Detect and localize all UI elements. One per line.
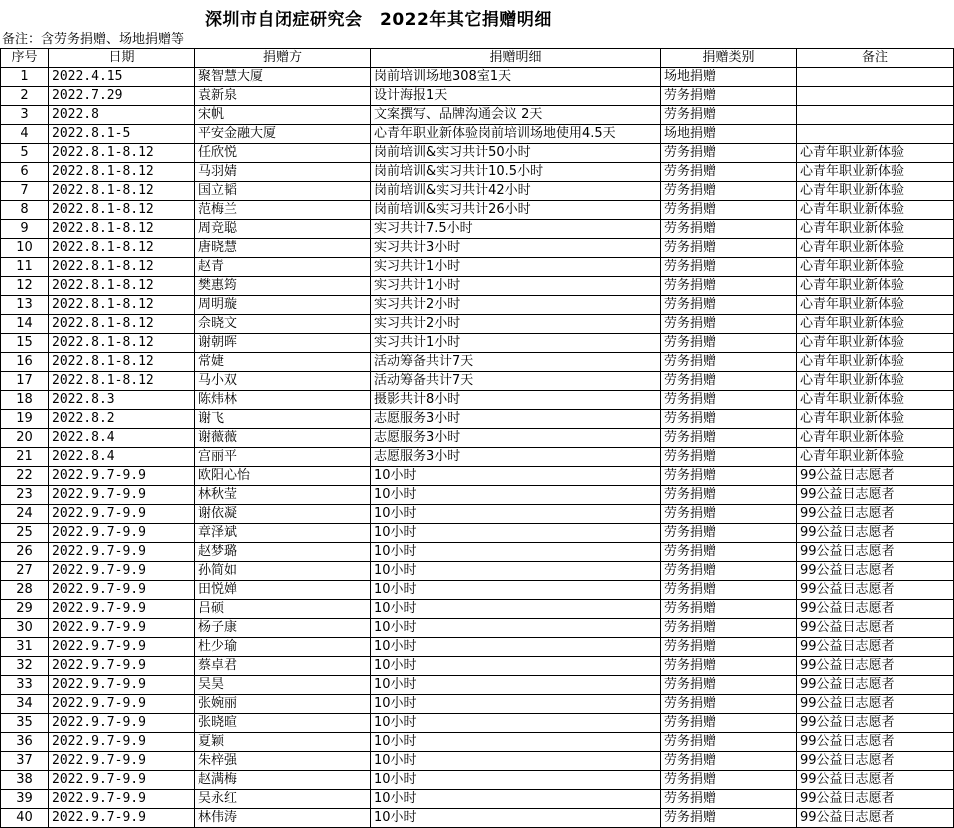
table-row [1, 429, 954, 448]
cell-category[interactable]: 劳务捐赠 [661, 600, 797, 619]
table-row [1, 619, 954, 638]
cell-donor[interactable]: 章泽斌 [195, 524, 371, 543]
cell-category[interactable]: 劳务捐赠 [661, 144, 797, 163]
cell-detail[interactable]: 活动筹备共计7天 [371, 353, 661, 372]
cell-detail[interactable]: 志愿服务3小时 [371, 448, 661, 467]
cell-remark[interactable]: 99公益日志愿者 [797, 657, 954, 676]
header-cell-remark[interactable]: 备注 [797, 49, 954, 68]
cell-remark[interactable] [797, 125, 954, 144]
table-row [1, 448, 954, 467]
cell-remark[interactable]: 99公益日志愿者 [797, 733, 954, 752]
cell-date[interactable]: 2022.9.7-9.9 [49, 714, 195, 733]
cell-category[interactable]: 劳务捐赠 [661, 505, 797, 524]
cell-category[interactable]: 劳务捐赠 [661, 543, 797, 562]
cell-no[interactable]: 5 [1, 144, 49, 163]
cell-donor[interactable]: 周明璇 [195, 296, 371, 315]
table-row [1, 600, 954, 619]
cell-remark[interactable]: 心青年职业新体验 [797, 448, 954, 467]
cell-no[interactable]: 16 [1, 353, 49, 372]
cell-category[interactable]: 劳务捐赠 [661, 733, 797, 752]
cell-detail[interactable]: 10小时 [371, 543, 661, 562]
table-row [1, 125, 954, 144]
cell-detail[interactable]: 10小时 [371, 524, 661, 543]
cell-donor[interactable]: 国立韬 [195, 182, 371, 201]
cell-no[interactable]: 37 [1, 752, 49, 771]
cell-no[interactable]: 21 [1, 448, 49, 467]
cell-no[interactable]: 34 [1, 695, 49, 714]
cell-donor[interactable]: 欧阳心怡 [195, 467, 371, 486]
cell-detail[interactable]: 文案撰写、品牌沟通会议 2天 [371, 106, 661, 125]
cell-no[interactable]: 2 [1, 87, 49, 106]
cell-donor[interactable]: 唐晓慧 [195, 239, 371, 258]
cell-donor[interactable]: 林秋莹 [195, 486, 371, 505]
cell-remark[interactable]: 心青年职业新体验 [797, 239, 954, 258]
cell-remark[interactable]: 99公益日志愿者 [797, 638, 954, 657]
cell-donor[interactable]: 吴永红 [195, 790, 371, 809]
cell-date[interactable]: 2022.8.1-8.12 [49, 258, 195, 277]
cell-no[interactable]: 25 [1, 524, 49, 543]
cell-date[interactable]: 2022.8.1-8.12 [49, 353, 195, 372]
cell-remark[interactable]: 心青年职业新体验 [797, 391, 954, 410]
cell-category[interactable]: 劳务捐赠 [661, 410, 797, 429]
cell-category[interactable]: 劳务捐赠 [661, 220, 797, 239]
cell-date[interactable]: 2022.8.1-8.12 [49, 201, 195, 220]
cell-no[interactable]: 19 [1, 410, 49, 429]
cell-donor[interactable]: 袁新泉 [195, 87, 371, 106]
cell-detail[interactable]: 实习共计2小时 [371, 315, 661, 334]
cell-remark[interactable]: 99公益日志愿者 [797, 524, 954, 543]
cell-donor[interactable]: 蔡卓君 [195, 657, 371, 676]
cell-detail[interactable]: 岗前培训&实习共计42小时 [371, 182, 661, 201]
cell-no[interactable]: 22 [1, 467, 49, 486]
cell-date[interactable]: 2022.9.7-9.9 [49, 657, 195, 676]
cell-donor[interactable]: 赵梦璐 [195, 543, 371, 562]
cell-detail[interactable]: 10小时 [371, 676, 661, 695]
header-cell-no[interactable]: 序号 [1, 49, 49, 68]
cell-category[interactable]: 劳务捐赠 [661, 391, 797, 410]
cell-date[interactable]: 2022.9.7-9.9 [49, 600, 195, 619]
cell-category[interactable]: 劳务捐赠 [661, 562, 797, 581]
cell-date[interactable]: 2022.9.7-9.9 [49, 809, 195, 828]
cell-remark[interactable] [797, 87, 954, 106]
cell-category[interactable]: 劳务捐赠 [661, 790, 797, 809]
cell-category[interactable]: 场地捐赠 [661, 68, 797, 87]
cell-category[interactable]: 劳务捐赠 [661, 619, 797, 638]
cell-date[interactable]: 2022.9.7-9.9 [49, 790, 195, 809]
cell-donor[interactable]: 张晓暄 [195, 714, 371, 733]
cell-donor[interactable]: 田悦婵 [195, 581, 371, 600]
title-row [0, 0, 954, 31]
sheet-title: 深圳市自闭症研究会 2022年其它捐赠明细 [205, 10, 552, 30]
cell-category[interactable]: 劳务捐赠 [661, 657, 797, 676]
cell-detail[interactable]: 实习共计1小时 [371, 277, 661, 296]
cell-remark[interactable]: 心青年职业新体验 [797, 258, 954, 277]
cell-no[interactable]: 14 [1, 315, 49, 334]
cell-date[interactable]: 2022.8.1-5 [49, 125, 195, 144]
cell-remark[interactable]: 99公益日志愿者 [797, 752, 954, 771]
cell-donor[interactable]: 宋帆 [195, 106, 371, 125]
table-row [1, 733, 954, 752]
cell-detail[interactable]: 摄影共计8小时 [371, 391, 661, 410]
cell-category[interactable]: 劳务捐赠 [661, 239, 797, 258]
cell-remark[interactable]: 99公益日志愿者 [797, 714, 954, 733]
cell-detail[interactable]: 岗前培训&实习共计50小时 [371, 144, 661, 163]
cell-remark[interactable]: 心青年职业新体验 [797, 410, 954, 429]
cell-category[interactable]: 劳务捐赠 [661, 334, 797, 353]
cell-category[interactable]: 劳务捐赠 [661, 277, 797, 296]
table-row [1, 163, 954, 182]
cell-date[interactable]: 2022.8.3 [49, 391, 195, 410]
cell-donor[interactable]: 范梅兰 [195, 201, 371, 220]
cell-date[interactable]: 2022.9.7-9.9 [49, 524, 195, 543]
table-row [1, 543, 954, 562]
cell-category[interactable]: 劳务捐赠 [661, 163, 797, 182]
cell-detail[interactable]: 10小时 [371, 619, 661, 638]
cell-detail[interactable]: 心青年职业新体验岗前培训场地使用4.5天 [371, 125, 661, 144]
cell-no[interactable]: 4 [1, 125, 49, 144]
cell-donor[interactable]: 吴昊 [195, 676, 371, 695]
table-row [1, 410, 954, 429]
table-row [1, 315, 954, 334]
cell-no[interactable]: 6 [1, 163, 49, 182]
cell-remark[interactable]: 心青年职业新体验 [797, 220, 954, 239]
sheet-note: 备注：含劳务捐赠、场地捐赠等 [2, 32, 185, 47]
cell-date[interactable]: 2022.9.7-9.9 [49, 619, 195, 638]
header-cell-donor[interactable]: 捐赠方 [195, 49, 371, 68]
header-cell-category[interactable]: 捐赠类别 [661, 49, 797, 68]
cell-no[interactable]: 11 [1, 258, 49, 277]
cell-detail[interactable]: 10小时 [371, 657, 661, 676]
cell-no[interactable]: 9 [1, 220, 49, 239]
cell-remark[interactable]: 99公益日志愿者 [797, 619, 954, 638]
cell-remark[interactable]: 99公益日志愿者 [797, 676, 954, 695]
cell-donor[interactable]: 夏颖 [195, 733, 371, 752]
cell-remark[interactable]: 99公益日志愿者 [797, 543, 954, 562]
cell-detail[interactable]: 10小时 [371, 752, 661, 771]
table-row [1, 277, 954, 296]
table-row [1, 144, 954, 163]
cell-remark[interactable] [797, 68, 954, 87]
cell-detail[interactable]: 10小时 [371, 771, 661, 790]
cell-date[interactable]: 2022.9.7-9.9 [49, 752, 195, 771]
cell-no[interactable]: 18 [1, 391, 49, 410]
table-row [1, 505, 954, 524]
cell-no[interactable]: 33 [1, 676, 49, 695]
cell-date[interactable]: 2022.9.7-9.9 [49, 733, 195, 752]
cell-no[interactable]: 38 [1, 771, 49, 790]
table-row [1, 790, 954, 809]
cell-no[interactable]: 7 [1, 182, 49, 201]
header-row [1, 49, 954, 68]
cell-category[interactable]: 场地捐赠 [661, 125, 797, 144]
cell-detail[interactable]: 10小时 [371, 714, 661, 733]
table-row [1, 296, 954, 315]
cell-category[interactable]: 劳务捐赠 [661, 448, 797, 467]
cell-remark[interactable]: 心青年职业新体验 [797, 182, 954, 201]
table-row [1, 752, 954, 771]
cell-date[interactable]: 2022.9.7-9.9 [49, 467, 195, 486]
cell-donor[interactable]: 张婉丽 [195, 695, 371, 714]
cell-date[interactable]: 2022.8.1-8.12 [49, 277, 195, 296]
cell-date[interactable]: 2022.9.7-9.9 [49, 676, 195, 695]
cell-category[interactable]: 劳务捐赠 [661, 695, 797, 714]
cell-detail[interactable]: 志愿服务3小时 [371, 410, 661, 429]
cell-detail[interactable]: 实习共计2小时 [371, 296, 661, 315]
cell-no[interactable]: 15 [1, 334, 49, 353]
cell-donor[interactable]: 任欣悦 [195, 144, 371, 163]
cell-category[interactable]: 劳务捐赠 [661, 752, 797, 771]
table-row [1, 714, 954, 733]
cell-donor[interactable]: 谢朝晖 [195, 334, 371, 353]
table-row [1, 334, 954, 353]
table-row [1, 372, 954, 391]
cell-category[interactable]: 劳务捐赠 [661, 353, 797, 372]
cell-date[interactable]: 2022.8.1-8.12 [49, 163, 195, 182]
table-row [1, 524, 954, 543]
cell-date[interactable]: 2022.9.7-9.9 [49, 543, 195, 562]
cell-category[interactable]: 劳务捐赠 [661, 429, 797, 448]
table-row [1, 68, 954, 87]
cell-date[interactable]: 2022.9.7-9.9 [49, 486, 195, 505]
cell-no[interactable]: 30 [1, 619, 49, 638]
cell-detail[interactable]: 活动筹备共计7天 [371, 372, 661, 391]
cell-date[interactable]: 2022.8.4 [49, 429, 195, 448]
cell-no[interactable]: 26 [1, 543, 49, 562]
table-row [1, 809, 954, 828]
cell-remark[interactable]: 99公益日志愿者 [797, 486, 954, 505]
cell-category[interactable]: 劳务捐赠 [661, 524, 797, 543]
cell-no[interactable]: 1 [1, 68, 49, 87]
cell-detail[interactable]: 实习共计1小时 [371, 258, 661, 277]
table-row [1, 638, 954, 657]
table-row [1, 657, 954, 676]
cell-category[interactable]: 劳务捐赠 [661, 106, 797, 125]
cell-remark[interactable]: 心青年职业新体验 [797, 334, 954, 353]
table-row [1, 258, 954, 277]
cell-detail[interactable]: 岗前培训&实习共计26小时 [371, 201, 661, 220]
header-cell-detail[interactable]: 捐赠明细 [371, 49, 661, 68]
cell-date[interactable]: 2022.9.7-9.9 [49, 581, 195, 600]
cell-detail[interactable]: 实习共计1小时 [371, 334, 661, 353]
cell-remark[interactable]: 99公益日志愿者 [797, 600, 954, 619]
cell-date[interactable]: 2022.8.1-8.12 [49, 144, 195, 163]
cell-donor[interactable]: 陈炜林 [195, 391, 371, 410]
cell-detail[interactable]: 10小时 [371, 505, 661, 524]
cell-no[interactable]: 31 [1, 638, 49, 657]
cell-detail[interactable]: 10小时 [371, 733, 661, 752]
cell-date[interactable]: 2022.8 [49, 106, 195, 125]
cell-date[interactable]: 2022.8.1-8.12 [49, 182, 195, 201]
cell-detail[interactable]: 实习共计3小时 [371, 239, 661, 258]
table-row [1, 353, 954, 372]
table-row [1, 87, 954, 106]
cell-remark[interactable]: 心青年职业新体验 [797, 163, 954, 182]
cell-category[interactable]: 劳务捐赠 [661, 315, 797, 334]
table-row [1, 106, 954, 125]
cell-no[interactable]: 36 [1, 733, 49, 752]
cell-donor[interactable]: 佘晓文 [195, 315, 371, 334]
cell-category[interactable]: 劳务捐赠 [661, 676, 797, 695]
cell-detail[interactable]: 10小时 [371, 467, 661, 486]
cell-date[interactable]: 2022.7.29 [49, 87, 195, 106]
cell-no[interactable]: 29 [1, 600, 49, 619]
table-row [1, 676, 954, 695]
cell-remark[interactable]: 心青年职业新体验 [797, 201, 954, 220]
cell-remark[interactable]: 99公益日志愿者 [797, 467, 954, 486]
cell-date[interactable]: 2022.9.7-9.9 [49, 638, 195, 657]
cell-remark[interactable]: 心青年职业新体验 [797, 315, 954, 334]
cell-date[interactable]: 2022.9.7-9.9 [49, 562, 195, 581]
cell-detail[interactable]: 设计海报1天 [371, 87, 661, 106]
cell-remark[interactable]: 99公益日志愿者 [797, 771, 954, 790]
cell-donor[interactable]: 杜少瑜 [195, 638, 371, 657]
cell-date[interactable]: 2022.9.7-9.9 [49, 505, 195, 524]
cell-donor[interactable]: 常婕 [195, 353, 371, 372]
cell-detail[interactable]: 10小时 [371, 600, 661, 619]
cell-donor[interactable]: 赵青 [195, 258, 371, 277]
cell-remark[interactable]: 99公益日志愿者 [797, 695, 954, 714]
cell-no[interactable]: 27 [1, 562, 49, 581]
cell-date[interactable]: 2022.8.1-8.12 [49, 315, 195, 334]
cell-donor[interactable]: 谢飞 [195, 410, 371, 429]
cell-donor[interactable]: 宫丽平 [195, 448, 371, 467]
cell-donor[interactable]: 朱梓强 [195, 752, 371, 771]
table-row [1, 771, 954, 790]
cell-detail[interactable]: 岗前培训场地308室1天 [371, 68, 661, 87]
donation-table [0, 48, 954, 828]
cell-detail[interactable]: 10小时 [371, 638, 661, 657]
table-row [1, 182, 954, 201]
cell-date[interactable]: 2022.8.1-8.12 [49, 239, 195, 258]
cell-no[interactable]: 10 [1, 239, 49, 258]
table-row [1, 486, 954, 505]
cell-no[interactable]: 12 [1, 277, 49, 296]
cell-donor[interactable]: 马小双 [195, 372, 371, 391]
cell-no[interactable]: 20 [1, 429, 49, 448]
cell-category[interactable]: 劳务捐赠 [661, 714, 797, 733]
cell-detail[interactable]: 10小时 [371, 486, 661, 505]
cell-category[interactable]: 劳务捐赠 [661, 296, 797, 315]
cell-no[interactable]: 8 [1, 201, 49, 220]
cell-category[interactable]: 劳务捐赠 [661, 638, 797, 657]
cell-no[interactable]: 17 [1, 372, 49, 391]
cell-remark[interactable]: 心青年职业新体验 [797, 277, 954, 296]
cell-date[interactable]: 2022.9.7-9.9 [49, 771, 195, 790]
table-row [1, 239, 954, 258]
cell-remark[interactable]: 99公益日志愿者 [797, 562, 954, 581]
cell-detail[interactable]: 10小时 [371, 562, 661, 581]
cell-detail[interactable]: 志愿服务3小时 [371, 429, 661, 448]
cell-category[interactable]: 劳务捐赠 [661, 201, 797, 220]
cell-no[interactable]: 32 [1, 657, 49, 676]
table-body [1, 68, 954, 828]
table-row [1, 467, 954, 486]
cell-no[interactable]: 40 [1, 809, 49, 828]
header-cell-date[interactable]: 日期 [49, 49, 195, 68]
cell-donor[interactable]: 马羽婧 [195, 163, 371, 182]
cell-donor[interactable]: 孙简如 [195, 562, 371, 581]
cell-remark[interactable]: 心青年职业新体验 [797, 353, 954, 372]
cell-date[interactable]: 2022.8.1-8.12 [49, 220, 195, 239]
cell-remark[interactable]: 心青年职业新体验 [797, 372, 954, 391]
cell-no[interactable]: 28 [1, 581, 49, 600]
table-row [1, 695, 954, 714]
cell-category[interactable]: 劳务捐赠 [661, 372, 797, 391]
cell-detail[interactable]: 实习共计7.5小时 [371, 220, 661, 239]
cell-donor[interactable]: 谢依凝 [195, 505, 371, 524]
cell-category[interactable]: 劳务捐赠 [661, 467, 797, 486]
cell-remark[interactable]: 心青年职业新体验 [797, 144, 954, 163]
cell-category[interactable]: 劳务捐赠 [661, 581, 797, 600]
cell-remark[interactable]: 99公益日志愿者 [797, 581, 954, 600]
cell-remark[interactable]: 99公益日志愿者 [797, 505, 954, 524]
cell-donor[interactable]: 聚智慧大厦 [195, 68, 371, 87]
cell-no[interactable]: 39 [1, 790, 49, 809]
cell-category[interactable]: 劳务捐赠 [661, 771, 797, 790]
cell-donor[interactable]: 谢薇薇 [195, 429, 371, 448]
cell-category[interactable]: 劳务捐赠 [661, 87, 797, 106]
cell-category[interactable]: 劳务捐赠 [661, 809, 797, 828]
table-row [1, 201, 954, 220]
cell-donor[interactable]: 吕硕 [195, 600, 371, 619]
cell-date[interactable]: 2022.4.15 [49, 68, 195, 87]
cell-remark[interactable]: 心青年职业新体验 [797, 296, 954, 315]
cell-detail[interactable]: 10小时 [371, 695, 661, 714]
cell-date[interactable]: 2022.8.1-8.12 [49, 334, 195, 353]
cell-donor[interactable]: 林伟涛 [195, 809, 371, 828]
cell-no[interactable]: 24 [1, 505, 49, 524]
cell-date[interactable]: 2022.8.2 [49, 410, 195, 429]
cell-donor[interactable]: 樊惠筠 [195, 277, 371, 296]
cell-category[interactable]: 劳务捐赠 [661, 182, 797, 201]
table-row [1, 220, 954, 239]
cell-no[interactable]: 3 [1, 106, 49, 125]
cell-donor[interactable]: 赵满梅 [195, 771, 371, 790]
cell-remark[interactable]: 心青年职业新体验 [797, 429, 954, 448]
cell-category[interactable]: 劳务捐赠 [661, 258, 797, 277]
table-row [1, 391, 954, 410]
cell-remark[interactable]: 99公益日志愿者 [797, 809, 954, 828]
cell-date[interactable]: 2022.8.4 [49, 448, 195, 467]
cell-category[interactable]: 劳务捐赠 [661, 486, 797, 505]
cell-no[interactable]: 23 [1, 486, 49, 505]
cell-remark[interactable]: 99公益日志愿者 [797, 790, 954, 809]
cell-donor[interactable]: 周竞聪 [195, 220, 371, 239]
cell-donor[interactable]: 杨子康 [195, 619, 371, 638]
cell-date[interactable]: 2022.8.1-8.12 [49, 372, 195, 391]
cell-no[interactable]: 13 [1, 296, 49, 315]
cell-no[interactable]: 35 [1, 714, 49, 733]
cell-detail[interactable]: 岗前培训&实习共计10.5小时 [371, 163, 661, 182]
cell-detail[interactable]: 10小时 [371, 809, 661, 828]
cell-date[interactable]: 2022.9.7-9.9 [49, 695, 195, 714]
cell-detail[interactable]: 10小时 [371, 790, 661, 809]
cell-remark[interactable] [797, 106, 954, 125]
cell-date[interactable]: 2022.8.1-8.12 [49, 296, 195, 315]
table-row [1, 562, 954, 581]
cell-detail[interactable]: 10小时 [371, 581, 661, 600]
cell-donor[interactable]: 平安金融大厦 [195, 125, 371, 144]
table-row [1, 581, 954, 600]
